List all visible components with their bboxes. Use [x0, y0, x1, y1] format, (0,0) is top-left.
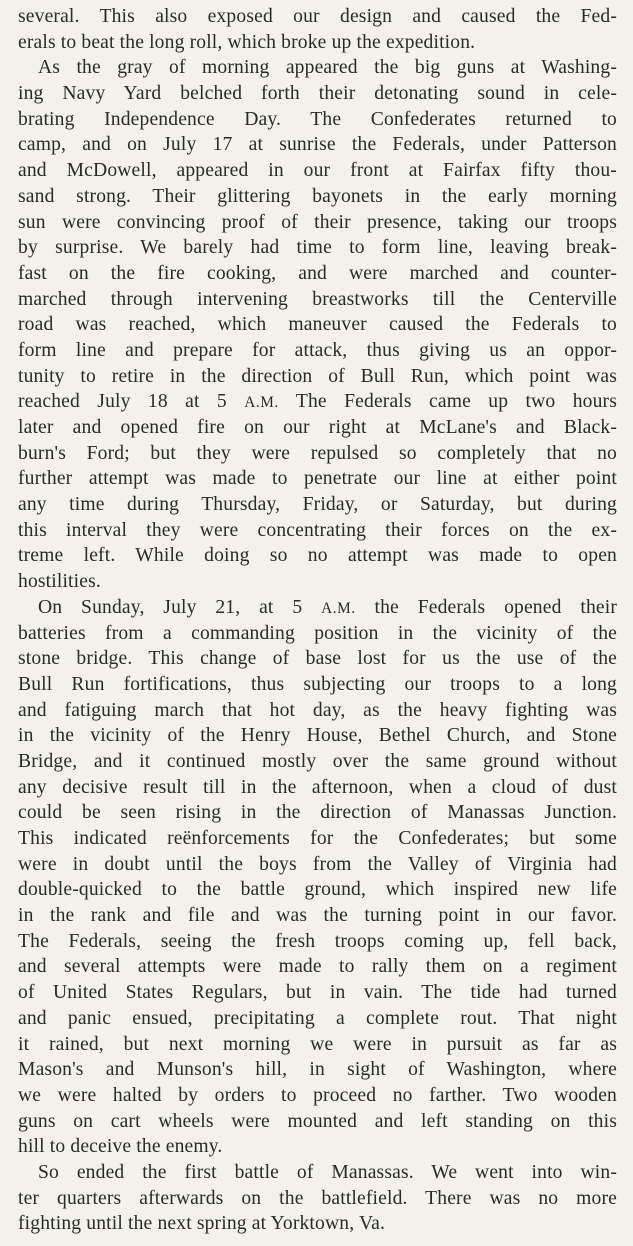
text-line: further attempt was made to penetrate our line at either point [18, 468, 617, 490]
text-line: it rained, but next morning we were in pursuit as far as [18, 1033, 617, 1055]
text-line: This indicated reënforcements for the Confederates; but some [18, 828, 617, 849]
text-line: brating Independence Day. The Confederates returned to [18, 108, 617, 130]
text-line: ter quarters afterwards on the battlefield. There was no more [18, 1187, 617, 1209]
time-abbreviation: A.M. [321, 599, 356, 617]
text-line: by surprise. We barely had time to form line, leaving break- [18, 237, 617, 259]
text-line: road was reached, which maneuver caused the Federals to [18, 314, 617, 336]
text-line: we were halted by orders to proceed no farther. Two wooden [18, 1084, 617, 1106]
text-line: camp, and on July 17 at sunrise the Federals, under Patterson [18, 134, 617, 156]
text-line: batteries from a commanding position in the vicinity of the [18, 622, 617, 644]
line-segment: The Federals came up two hours [278, 391, 617, 413]
paragraph [18, 55, 617, 594]
text-line: could be seen rising in the direction of Manassas Junction. [18, 802, 617, 824]
text-line: in the rank and file and was the turning point in our favor. [18, 905, 617, 927]
text-line: this interval they were concentrating their forces on the ex- [18, 519, 617, 541]
text-line [18, 389, 617, 415]
line-segment: the Federals opened their [355, 596, 618, 618]
paragraph [18, 1160, 617, 1237]
text-line: later and opened fire on our right at McLane's and Black- [18, 417, 617, 438]
text-line: burn's Ford; but they were repulsed so completely that no [18, 442, 617, 464]
text-line: erals to beat the long roll, which broke up the expedition. [18, 31, 476, 53]
text-line: and several attempts were made to rally them on a regiment [18, 956, 617, 978]
text-line: any time during Thursday, Friday, or Saturday, but during [18, 494, 617, 516]
paragraph [18, 595, 617, 1160]
text-line: double-quicked to the battle ground, which inspired new life [18, 879, 617, 901]
paragraph [18, 4, 617, 55]
line-segment: reached July 18 at 5 [18, 391, 245, 413]
text-line: and panic ensued, precipitating a complete rout. That night [18, 1007, 617, 1029]
text-line: stone bridge. This change of base lost for us the use of the [18, 648, 617, 670]
text-line: sand strong. Their glittering bayonets in the early morning [18, 185, 617, 207]
text-line: sun were convincing proof of their presence, taking our troops [18, 211, 617, 233]
line-segment: On Sunday, July 21, at 5 [38, 596, 322, 618]
text-line [18, 595, 617, 621]
text-line: several. This also exposed our design and caused the Fed- [18, 6, 617, 27]
text-line: As the gray of morning appeared the big guns at Washing- [38, 57, 617, 79]
text-line: and McDowell, appeared in our front at Fairfax fifty thou- [18, 160, 617, 182]
text-line: ing Navy Yard belched forth their detonating sound in cele- [18, 83, 617, 105]
text-line: were in doubt until the boys from the Valley of Virginia had [18, 853, 617, 875]
text-line: any decisive result till in the afternoon, when a cloud of dust [18, 776, 617, 798]
text-line: guns on cart wheels were mounted and left standing on this [18, 1110, 617, 1132]
time-abbreviation: A.M. [244, 394, 279, 412]
text-line: The Federals, seeing the fresh troops coming up, fell back, [18, 930, 617, 952]
text-line: tunity to retire in the direction of Bull Run, which point was [18, 365, 617, 387]
text-line: treme left. While doing so no attempt was made to open [18, 545, 617, 567]
text-line: hill to deceive the enemy. [18, 1136, 223, 1158]
text-line: Bull Run fortifications, thus subjecting our troops to a long [18, 673, 617, 695]
text-line: fighting until the next spring at Yorktown, Va. [18, 1213, 385, 1235]
text-line: form line and prepare for attack, thus giving us an oppor- [18, 339, 617, 361]
text-line: marched through intervening breastworks till the Centerville [18, 288, 617, 310]
text-line: hostilities. [18, 571, 101, 593]
text-line: So ended the first battle of Manassas. We went into win- [38, 1161, 617, 1183]
text-line: Bridge, and it continued mostly over the same ground without [18, 750, 617, 772]
body-text [18, 4, 617, 1237]
text-line: Mason's and Munson's hill, in sight of Washington, where [18, 1059, 617, 1081]
text-line: fast on the fire cooking, and were marched and counter- [18, 262, 617, 284]
text-line: of United States Regulars, but in vain. The tide had turned [18, 982, 617, 1004]
text-line: in the vicinity of the Henry House, Bethel Church, and Stone [18, 725, 617, 747]
text-line: and fatiguing march that hot day, as the heavy fighting was [18, 699, 617, 721]
